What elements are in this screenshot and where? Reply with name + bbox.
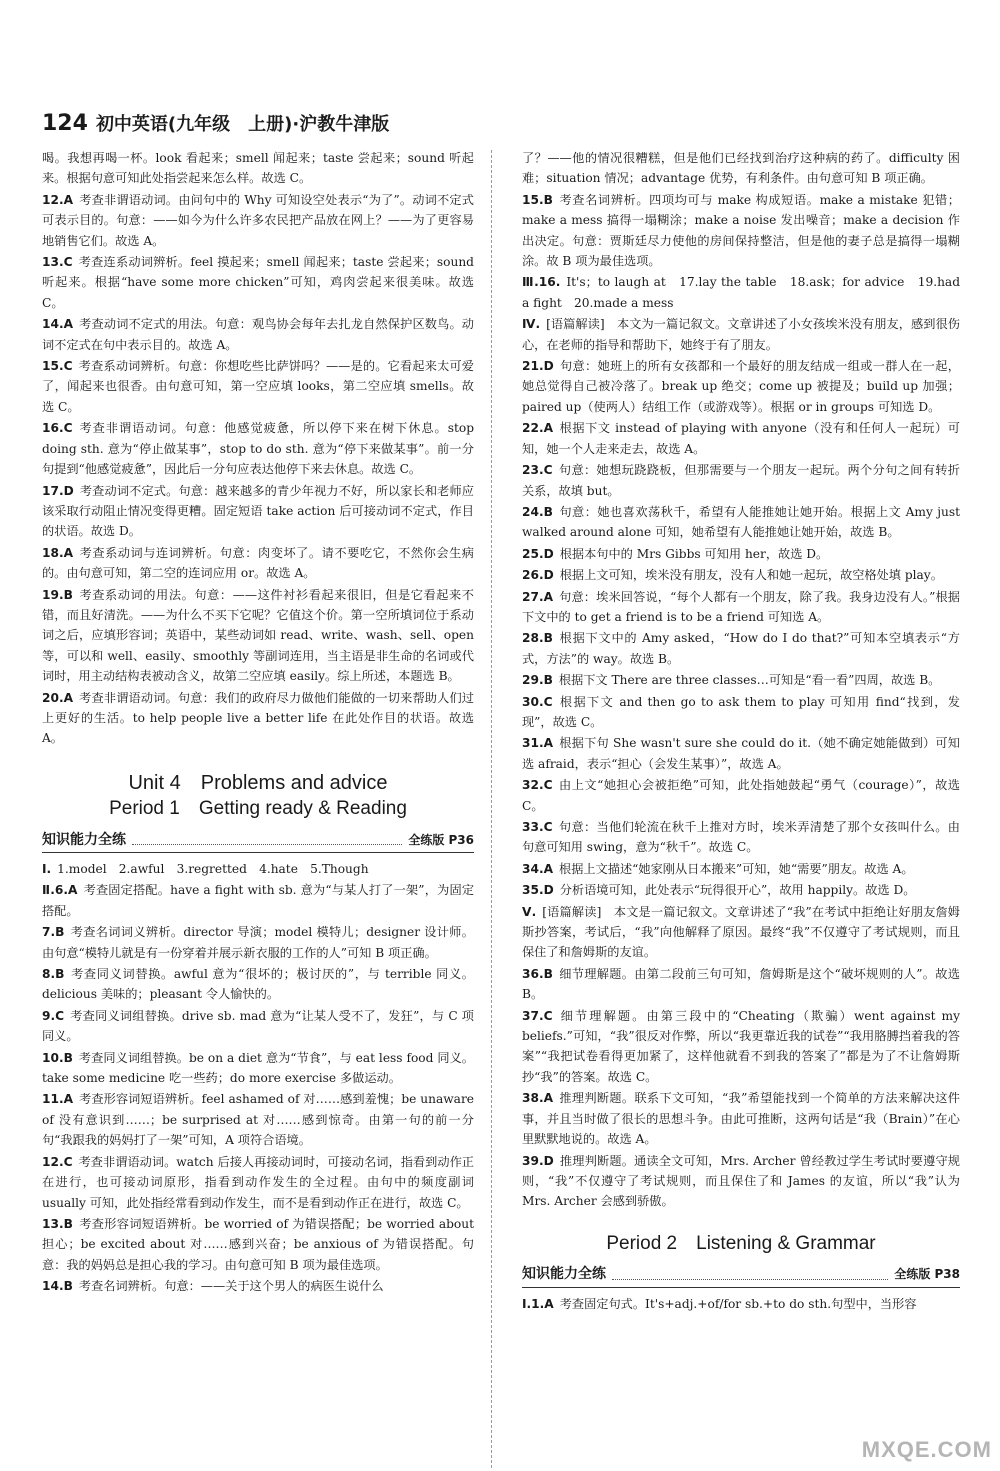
- entry-text: 由上文“她担心会被拒绝”可知，此处指她鼓起“勇气（courage）”，故选 C。: [522, 778, 960, 813]
- entry-number: 8.B: [42, 967, 65, 982]
- period-title: Period 1 Getting ready & Reading: [109, 798, 407, 820]
- entry-text: 考查固定搭配。have a fight with sb. 意为“与某人打了一架”，为固定搭配。: [42, 883, 475, 918]
- entry-number: 7.B: [42, 925, 65, 940]
- entry-text: 推理判断题。通读全文可知，Mrs. Archer 曾经教过学生考试时要遵守规则，“我”不仅遵守了考试规则，而且保住了和 James 的友谊，所以“我”认为 Mrs. Archer 会感到骄傲。: [522, 1153, 960, 1209]
- unit-title: Unit 4 Problems and advice: [128, 771, 388, 794]
- entry-text: 根据本句中的 Mrs Gibbs 可知用 her，故选 D。: [559, 546, 829, 561]
- entry-number: 18.A: [42, 545, 74, 560]
- entry-text: 考查动词不定式。句意：越来越多的青少年视力不好，所以家长和老师应该采取行动阻止情况变得更糟。固定短语 take action 后可接动词不定式，作目的状语。故选 D。: [42, 483, 474, 539]
- period-title-2: Period 2 Listening & Grammar: [606, 1232, 876, 1254]
- entry-text: 句意：当他们轮流在秋千上推对方时，埃米弄清楚了那个女孩叫什么。由句意可知用 swing，意为“秋千”。故选 C。: [522, 820, 960, 855]
- answer-entry: [42, 314, 474, 355]
- answer-entry: [42, 418, 474, 479]
- entry-text: 考查名词词义辨析。director 导演；model 模特儿；designer 设计师。由句意“模特儿就是有一份穿着并展示新衣服的工作的人”可知 B 项正确。: [42, 925, 474, 960]
- entry-text: 考查系动词的用法。句意：——这件衬衫看起来很旧，但是它看起来不错，而且好清洗。——为什么不买下它呢？它值这个价。第一空所填词位于系动词之后，应填形容词；英语中，某些动词如 read、write、wash、sell、open 等，可以和 well、easily、smoothly 等副词连用，当主语是非生命的名词或代词时，用主动结构表被动含义，故第二空应填 easily。综上所述，本题选 B。: [42, 587, 474, 684]
- entry-number: 12.A: [42, 192, 74, 207]
- entry-number: 31.A: [522, 736, 554, 751]
- answer-entry: [42, 1089, 474, 1150]
- answer-entry: [42, 356, 474, 417]
- entry-text: 考查名词辨析。四项均可与 make 构成短语。make a mistake 犯错；make a mess 搞得一塌糊涂；make a noise 发出噪音；make a decision 作出决定。句意：贾斯廷尽力使他的房间保持整洁，但是他的妻子总是搞得一塌糊涂。故 B 项为最佳选项。: [522, 192, 960, 269]
- answer-entry: [522, 587, 960, 628]
- section-ref-2: 全练版 P38: [894, 1267, 960, 1282]
- answer-entry: [522, 565, 960, 585]
- answer-entry: [42, 859, 474, 879]
- section-name: 知识能力全练: [42, 831, 126, 848]
- answer-entry: [522, 356, 960, 417]
- answer-entry: [42, 1006, 474, 1047]
- answer-entry: [42, 1152, 474, 1213]
- answer-entry: [522, 272, 960, 313]
- entry-number: 39.D: [522, 1153, 554, 1168]
- entry-text: 细节理解题。由第二段前三句可知，詹姆斯是这个“破坏规则的人”。故选 B。: [522, 966, 960, 1002]
- left-entries-b: [42, 859, 474, 1297]
- section-bar: [42, 830, 474, 853]
- entry-number: 21.D: [522, 359, 554, 374]
- answer-entry: [42, 190, 474, 251]
- answer-entry: [42, 688, 474, 749]
- entry-number: 30.C: [522, 694, 553, 709]
- entry-number: 17.D: [42, 483, 74, 498]
- right-entries-a: [522, 148, 960, 1212]
- answer-entry: [42, 252, 474, 313]
- entry-number: 32.C: [522, 778, 553, 793]
- left-entries-a: [42, 148, 474, 749]
- entry-text: It's；to laugh at 17.lay the table 18.ask；for advice 19.had a fight 20.made a mess: [522, 275, 960, 310]
- entry-number: 23.C: [522, 463, 553, 478]
- entry-text: 句意：她也喜欢荡秋千，希望有人能推她让她开始。根据上文 Amy just walked around alone 可知，她希望有人能推她让她开始，故选 B。: [522, 504, 960, 540]
- answer-entry: [522, 902, 960, 963]
- answer-entry: [522, 628, 960, 669]
- answer-entry: [522, 502, 960, 543]
- answer-entry: [522, 314, 960, 355]
- answer-entry: [42, 880, 474, 921]
- entry-number: 20.A: [42, 690, 74, 705]
- entry-number: 13.B: [42, 1216, 73, 1231]
- entry-number: 35.D: [522, 883, 554, 898]
- entry-number: 38.A: [522, 1091, 554, 1106]
- entry-text: 考查同义词替换。awful 意为“很坏的；极讨厌的”，与 terrible 同义。delicious 美味的；pleasant 令人愉快的。: [42, 967, 474, 1002]
- entry-text: 根据下文中的 Amy asked，“How do I do that?”可知本空填表示“方式，方法”的 way。故选 B。: [522, 631, 960, 666]
- entry-number: 12.C: [42, 1154, 73, 1169]
- entry-number: 14.B: [42, 1279, 73, 1294]
- answer-entry: [42, 1276, 474, 1296]
- watermark: MXQE.COM: [861, 1437, 992, 1462]
- answer-entry: [522, 1006, 960, 1088]
- entry-text: 考查同义词组替换。drive sb. mad 意为“让某人受不了，发狂”，与 C 项同义。: [42, 1008, 474, 1044]
- answer-entry: [522, 880, 960, 900]
- answer-entry: [42, 1048, 474, 1089]
- entry-number: 14.A: [42, 317, 74, 332]
- entry-number: 16.C: [42, 421, 73, 436]
- entry-text: 考查固定句式。It's+adj.+of/for sb.+to do sth.句型中，当形容: [559, 1296, 917, 1311]
- answer-entry: [42, 1214, 474, 1275]
- entry-number: Ⅰ.1.A: [522, 1296, 554, 1311]
- entry-text: 根据下句 She wasn't sure she could do it.（她不确定她能做到）可知选 afraid，表示“担心（会发生某事）”，故选 A。: [522, 736, 960, 771]
- section-dots: [132, 844, 402, 845]
- entry-text: 考查非谓语动词。watch 后接人再接动词时，可接动名词，指看到动作正在进行，也可接动词原形，指看到动作发生的全过程。由句中的频度副词 usually 可知，此处指经常看到动作发生，而不是看到动作正在进行，故选 C。: [42, 1154, 474, 1210]
- entry-number: 11.A: [42, 1092, 74, 1107]
- answer-entry: [42, 543, 474, 584]
- entry-text: 根据下文 There are three classes…可知是“看一看”四周，故选 B。: [558, 673, 941, 688]
- entry-number: 10.B: [42, 1050, 73, 1065]
- entry-number: 33.C: [522, 820, 553, 834]
- answer-entry: [522, 460, 960, 501]
- page-header: [42, 108, 962, 138]
- entry-number: Ⅴ.: [522, 904, 537, 919]
- answer-entry: [522, 733, 960, 774]
- answer-entry: [522, 190, 960, 272]
- entry-text: 根据下文 and then go to ask them to play 可知用 find“找到，发现”，故选 C。: [522, 694, 960, 729]
- entry-number: Ⅱ.6.A: [42, 883, 78, 898]
- left-column: [42, 148, 474, 1298]
- answer-entry: [522, 1294, 960, 1314]
- answer-entry: [522, 964, 960, 1005]
- entry-text: 1.model 2.awful 3.regretted 4.hate 5.Though: [57, 862, 369, 876]
- entry-text: 考查名词辨析。句意：——关于这个男人的病医生说什么: [78, 1279, 384, 1294]
- page-number: 124: [42, 110, 88, 136]
- entry-number: Ⅳ.: [522, 317, 541, 332]
- entry-number: 36.B: [522, 966, 553, 981]
- answer-entry: [522, 148, 960, 189]
- answer-entry: [522, 544, 960, 564]
- entry-number: 15.B: [522, 192, 553, 207]
- answer-entry: [42, 481, 474, 542]
- answer-entry: [522, 418, 960, 459]
- section-ref: 全练版 P36: [408, 832, 474, 847]
- right-column: [522, 148, 960, 1315]
- entry-text: 推理判断题。联系下文可知，“我”希望能找到一个简单的方法来解决这件事，并且当时做了很长的思想斗争。由此可推断，这两句话是“我（Brain）”在心里默默地说的。故选 A。: [522, 1091, 960, 1147]
- entry-text: 分析语境可知，此处表示“玩得很开心”，故用 happily。故选 D。: [559, 883, 916, 898]
- entry-text: 根据下文 instead of playing with anyone（没有和任何人一起玩）可知，她一个人走来走去，故选 A。: [522, 421, 960, 456]
- section-name-2: 知识能力全练: [522, 1266, 606, 1283]
- entry-text: 考查形容词短语辨析。feel ashamed of 对……感到羞愧；be unaware of 没有意识到……；be surprised at 对……感到惊奇。由第一句的前一分句“我跟我的妈妈打了一架”可知，A 项符合语境。: [42, 1092, 474, 1148]
- entry-text: 了？——他的情况很糟糕，但是他们已经找到治疗这种病的药了。difficulty 困难；situation 情况；advantage 优势，有利条件。由句意可知 B 项正确。: [522, 151, 960, 186]
- entry-text: 喝。我想再喝一杯。look 看起来；smell 闻起来；taste 尝起来；sound 听起来。根据句意可知此处指尝起来怎么样。故选 C。: [42, 151, 474, 186]
- answer-entry: [522, 692, 960, 733]
- answer-entry: [42, 922, 474, 963]
- entry-number: 19.B: [42, 587, 73, 602]
- answer-entry: [522, 859, 960, 879]
- entry-text: 考查非谓语动词。由问句中的 Why 可知设空处表示“为了”。动词不定式可表示目的。句意：——如今为什么许多农民把产品放在网上？——为了更容易地销售它们。故选 A。: [42, 192, 474, 248]
- entry-text: 句意：埃米回答说，“每个人都有一个朋友，除了我。我身边没有人。”根据下文中的 to get a friend is to be a friend 可知选 A。: [522, 589, 960, 624]
- entry-text: 考查系动词辨析。句意：你想吃些比萨饼吗？——是的。它看起来太可爱了，闻起来也很香。由句意可知，第一空应填 looks，第二空应填 smells。故选 C。: [42, 359, 474, 414]
- entry-text: 句意：她班上的所有女孩都和一个最好的朋友结成一组或一群人在一起，她总觉得自己被冷落了。break up 绝交；come up 被提及；build up 加强；paired up（使两人）结组工作（或游戏等）。根据 or in groups 可知选 D。: [522, 359, 960, 414]
- entry-text: 考查连系动词辨析。feel 摸起来；smell 闻起来；taste 尝起来；sound 听起来。根据“have some more chicken”可知，鸡肉尝起来很美味。故选 C。: [42, 255, 474, 310]
- entry-text: 考查非谓语动词。句意：我们的政府尽力做他们能做的一切来帮助人们过上更好的生活。to help people live a better life 在此处作目的状语。故选 A。: [42, 690, 474, 746]
- section-dots-2: [612, 1279, 888, 1280]
- answer-entry: [522, 670, 960, 690]
- entry-number: 27.A: [522, 589, 554, 604]
- entry-text: 考查形容词短语辨析。be worried of 为错误搭配；be worried about 担心；be excited about 对……感到兴奋；be anxious of 为错误搭配。句意：我的妈妈总是担心我的学习。由句意可知 B 项为最佳选项。: [42, 1216, 474, 1272]
- entry-number: 28.B: [522, 631, 553, 646]
- entry-number: Ⅲ.16.: [522, 275, 561, 290]
- entry-text: 细节理解题。由第三段中的“Cheating（欺骗）went against my beliefs.”可知，“我”很反对作弊，所以“我更靠近我的试卷”“我用胳膊挡着我的答案”“我把试卷看得更加紧了，这样他就看不到我的答案了”都是为了不让詹姆斯抄“我”的答案。故选 C。: [522, 1008, 960, 1084]
- entry-text: 考查非谓语动词。句意：他感觉疲惫，所以停下来在树下休息。stop doing sth. 意为“停止做某事”，stop to do sth. 意为“停下来做某事”。前一分句提到“他感觉疲惫”，因此后一分句应表达他停下来去休息。故选 C。: [42, 421, 474, 477]
- entry-number: Ⅰ.: [42, 862, 52, 876]
- column-divider: [491, 150, 492, 1468]
- entry-number: 25.D: [522, 546, 554, 561]
- entry-number: 15.C: [42, 359, 73, 374]
- answer-entry: [522, 775, 960, 816]
- entry-number: 26.D: [522, 568, 554, 583]
- entry-number: 34.A: [522, 861, 554, 876]
- answer-entry: [42, 148, 474, 189]
- answer-entry: [522, 1088, 960, 1149]
- entry-text: 考查同义词组替换。be on a diet 意为“节食”，与 eat less food 同义。take some medicine 吃一些药；do more exercise 多做运动。: [42, 1050, 474, 1086]
- entry-number: 13.C: [42, 255, 73, 270]
- entry-text: 句意：她想玩跷跷板，但那需要与一个朋友一起玩。两个分句之间有转折关系，故填 but。: [522, 463, 960, 498]
- entry-text: 考查系动词与连词辨析。句意：肉变坏了。请不要吃它，不然你会生病的。由句意可知，第二空的连词应用 or。故选 A。: [42, 545, 474, 581]
- entry-number: 22.A: [522, 421, 554, 436]
- entry-number: 37.C: [522, 1008, 553, 1023]
- right-entries-b: [522, 1294, 960, 1314]
- entry-text: 考查动词不定式的用法。句意：观鸟协会每年去扎龙自然保护区数鸟。动词不定式在句中表示目的。故选 A。: [42, 317, 474, 352]
- entry-text: 根据上文可知，埃米没有朋友，没有人和她一起玩，故空格处填 play。: [559, 568, 943, 583]
- entry-number: 29.B: [522, 673, 553, 688]
- section-bar-2: [522, 1264, 960, 1287]
- entry-text: 根据上文描述“她家刚从日本搬来”可知，她“需要”朋友。故选 A。: [559, 861, 914, 876]
- entry-number: 24.B: [522, 504, 553, 519]
- answer-entry: [522, 817, 960, 858]
- answer-entry: [42, 964, 474, 1005]
- entry-text: [语篇解读] 本文是一篇记叙文。文章讲述了“我”在考试中拒绝让好朋友詹姆斯抄答案，考试后，“我”向他解释了原因。最终“我”不仅遵守了考试规则，而且保住了和詹姆斯的友谊。: [522, 904, 960, 960]
- answer-entry: [42, 585, 474, 687]
- entry-number: 9.C: [42, 1008, 65, 1023]
- answer-entry: [522, 1151, 960, 1212]
- entry-text: [语篇解读] 本文为一篇记叙文。文章讲述了小女孩埃米没有朋友，感到很伤心，在老师的指导和帮助下，她终于有了朋友。: [522, 317, 960, 352]
- book-title: 初中英语(九年级 上册)·沪教牛津版: [95, 114, 390, 135]
